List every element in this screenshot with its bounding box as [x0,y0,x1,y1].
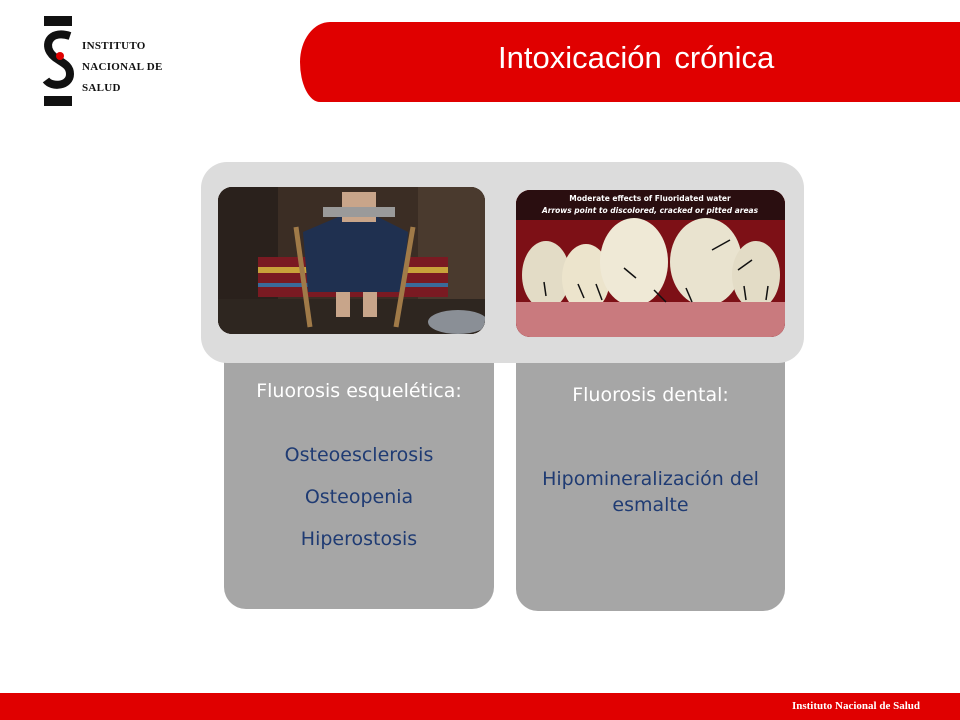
teeth-image-icon [516,190,785,337]
ins-logo-mark-icon [42,14,76,108]
slide-title: Intoxicación crónica [498,40,775,75]
logo-wordmark [82,36,163,99]
dental-caption-line-1: Moderate effects of Fluoridated water [569,194,731,203]
footer-institution: Instituto Nacional de Salud [791,700,920,712]
skeletal-fluorosis-photo [218,187,485,334]
card-left-heading: Fluorosis esquelética: [256,380,462,402]
logo-line-2: NACIONAL DE [82,61,163,73]
card-left-item-3: Hiperostosis [300,528,418,550]
card-skeletal-fluorosis [224,336,494,609]
dental-caption-line-2: Arrows point to discolored, cracked or pitted areas [541,206,759,215]
card-right-item-1: Hipomineralización del esmalte [542,468,759,516]
seated-person-image-icon [218,187,485,334]
logo-line-1: INSTITUTO [82,40,146,52]
logo-line-3: SALUD [82,82,121,94]
card-dental-fluorosis [516,336,785,611]
card-left-item-2: Osteopenia [304,486,414,508]
dental-fluorosis-photo [516,190,785,337]
card-right-heading: Fluorosis dental: [572,384,729,406]
card-left-item-1: Osteoesclerosis [284,444,434,466]
institution-logo [42,14,182,110]
